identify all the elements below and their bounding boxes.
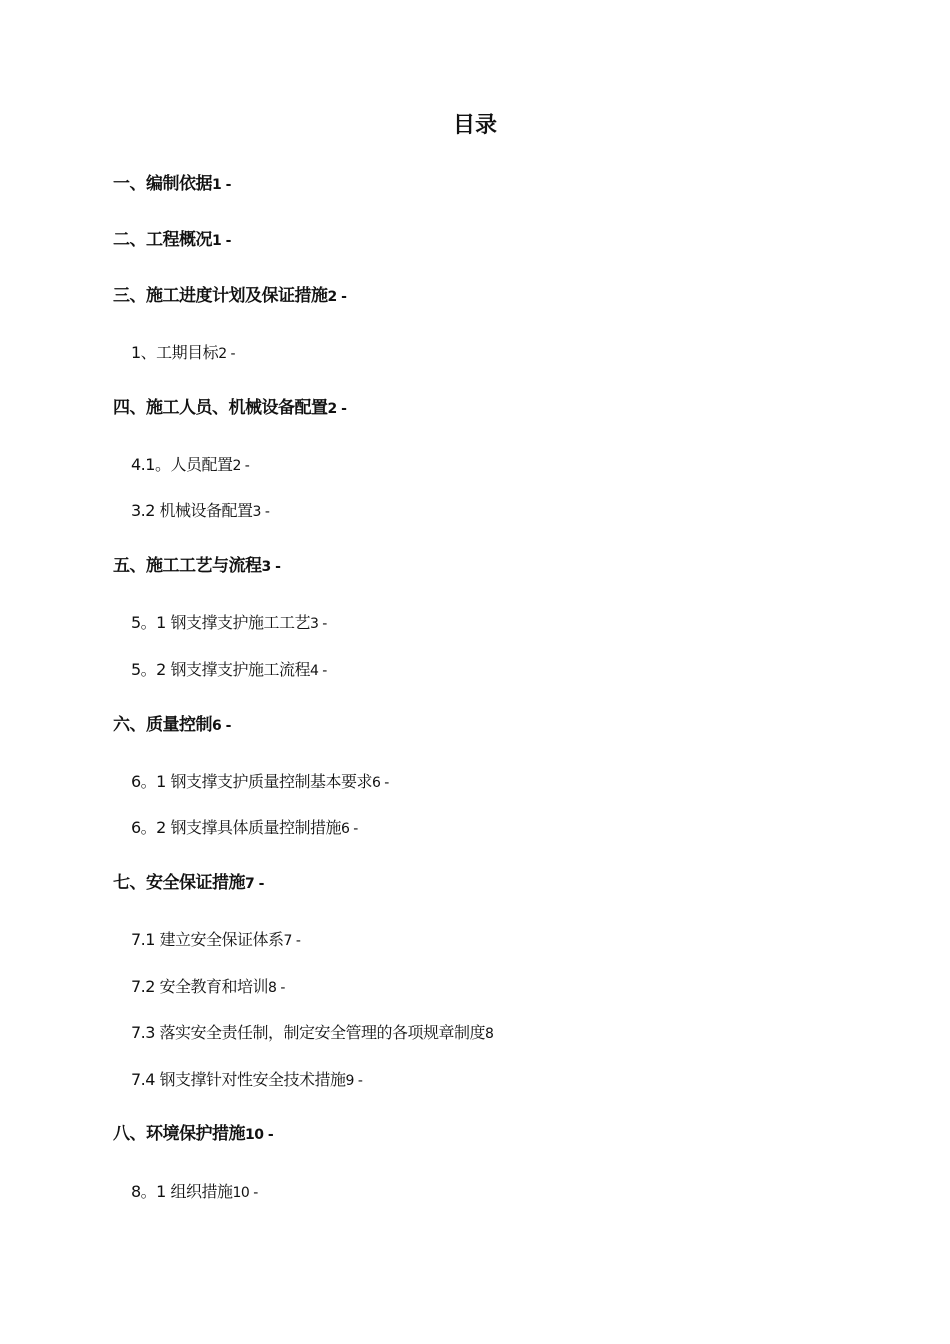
toc-entry-4[interactable] (113, 396, 346, 421)
toc-entry-text: 六、质量控制 (113, 715, 212, 735)
toc-entry-text: 八、环境保护措施 (113, 1124, 245, 1144)
toc-entry-8[interactable] (113, 1122, 273, 1147)
toc-entry-page: 3 - (309, 616, 327, 632)
toc-entry-text: 7.2 安全教育和培训 (131, 977, 269, 996)
toc-entry-text: 3.2 机械设备配置 (131, 501, 253, 520)
toc-entry-page: 2 - (218, 346, 236, 362)
toc-entry-page: 8 - (268, 980, 285, 996)
toc-entry-page: 10 - (232, 1185, 258, 1201)
toc-entry-text: 二、工程概况 (113, 230, 212, 250)
toc-entry-text: 5。2 钢支撑支护施工流程 (131, 660, 310, 679)
toc-entry-text: 6。2 钢支撑具体质量控制措施 (131, 818, 341, 837)
toc-entry-4-2[interactable] (131, 499, 269, 524)
toc-entry-1[interactable] (113, 172, 231, 197)
toc-entry-page: 3 - (252, 504, 270, 520)
toc-entry-7[interactable] (113, 871, 264, 896)
toc-entry-7-4[interactable] (131, 1068, 362, 1093)
toc-entry-text: 4.1。人员配置 (131, 455, 233, 474)
toc-entry-7-1[interactable] (131, 928, 300, 953)
toc-entry-page: 6 - (340, 821, 358, 837)
toc-entry-5-1[interactable] (131, 611, 327, 636)
toc-entry-6[interactable] (113, 713, 231, 738)
toc-entry-page: 7 - (283, 933, 301, 949)
toc-entry-page: 2 - (327, 401, 347, 417)
toc-entry-6-1[interactable] (131, 770, 389, 795)
toc-entry-page: 6 - (371, 775, 389, 791)
toc-entry-5-2[interactable] (131, 658, 327, 683)
toc-entry-text: 一、编制依据 (113, 174, 212, 194)
toc-entry-6-2[interactable] (131, 816, 358, 841)
toc-entry-7-3[interactable] (131, 1021, 493, 1046)
toc-entry-page: 3 - (261, 559, 281, 575)
toc-entry-4-1[interactable] (131, 453, 249, 478)
toc-entry-page: 2 - (327, 289, 347, 305)
toc-entry-text: 7.3 落实安全责任制，制定安全管理的各项规章制度 (131, 1023, 486, 1042)
toc-entry-page: 2 - (232, 458, 250, 474)
toc-entry-text: 7.4 钢支撑针对性安全技术措施 (131, 1070, 346, 1089)
toc-entry-5[interactable] (113, 554, 280, 579)
toc-entry-text: 七、安全保证措施 (113, 873, 245, 893)
toc-entry-3-1[interactable] (131, 341, 235, 366)
toc-entry-8-1[interactable] (131, 1180, 258, 1205)
toc-entry-text: 5。1 钢支撑支护施工工艺 (131, 613, 310, 632)
toc-entry-3[interactable] (113, 284, 346, 309)
toc-entry-text: 7.1 建立安全保证体系 (131, 930, 284, 949)
toc-entry-text: 五、施工工艺与流程 (113, 556, 262, 576)
toc-entry-text: 8。1 组织措施 (131, 1182, 233, 1201)
toc-entry-2[interactable] (113, 228, 231, 253)
toc-entry-text: 6。1 钢支撑支护质量控制基本要求 (131, 772, 372, 791)
toc-entry-page: 8 (485, 1026, 494, 1042)
toc-entry-page: 4 - (309, 663, 327, 679)
page-title: 目录 (452, 113, 497, 138)
toc-entry-page: 10 - (245, 1127, 274, 1143)
toc-entry-page: 1 - (212, 233, 231, 249)
toc-entry-page: 9 - (345, 1073, 363, 1089)
toc-entry-text: 四、施工人员、机械设备配置 (113, 398, 328, 418)
toc-entry-7-2[interactable] (131, 975, 285, 1000)
toc-entry-text: 三、施工进度计划及保证措施 (113, 286, 328, 306)
toc-entry-page: 7 - (245, 876, 264, 892)
toc-entry-text: 1、工期目标 (131, 343, 219, 362)
toc-entry-page: 6 - (212, 718, 231, 734)
toc-entry-page: 1 - (212, 177, 231, 193)
